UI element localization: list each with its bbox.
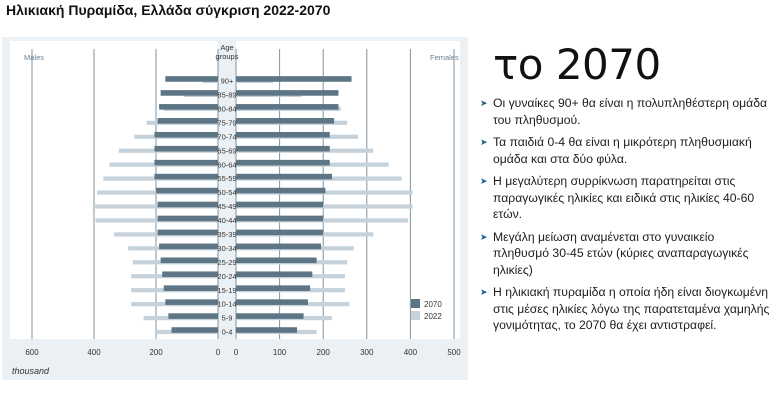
bar-2070-female — [236, 216, 323, 222]
age-group-label: 90+ — [220, 76, 234, 86]
age-group-label: 75-79 — [217, 118, 237, 128]
bar-2070-female — [236, 76, 352, 82]
male-tick-label: 200 — [149, 348, 163, 357]
female-tick-label: 100 — [272, 348, 287, 357]
age-group-label: 30-34 — [217, 243, 237, 253]
bar-2070-male — [165, 76, 218, 82]
bar-2070-male — [154, 146, 218, 152]
bullet-item — [477, 134, 773, 167]
bar-2070-male — [172, 327, 219, 333]
bar-2070-female — [236, 299, 308, 305]
bar-2070-male — [158, 216, 218, 222]
bar-2070-female — [236, 132, 330, 138]
bar-2070-male — [156, 188, 218, 194]
male-tick-label: 400 — [87, 348, 101, 357]
bar-2070-male — [161, 90, 218, 96]
bar-2070-male — [162, 271, 218, 277]
age-group-label: 50-54 — [217, 188, 237, 198]
bullet-item — [477, 229, 773, 279]
bar-2070-female — [236, 313, 304, 319]
arrow-bullet-icon: ➤ — [480, 176, 488, 186]
bar-2070-female — [236, 146, 330, 152]
bar-2070-female — [236, 285, 310, 291]
bar-2070-female — [236, 174, 332, 180]
bar-2070-female — [236, 104, 338, 110]
bar-2070-female — [236, 90, 338, 96]
age-group-label: 20-24 — [217, 271, 237, 281]
population-pyramid-chart — [2, 37, 468, 380]
male-tick-label: 0 — [215, 348, 221, 357]
age-group-label: 70-74 — [217, 132, 237, 142]
female-tick-label: 400 — [403, 348, 418, 357]
age-group-label: 40-44 — [217, 216, 237, 226]
bar-2070-male — [154, 174, 218, 180]
female-tick-label: 0 — [233, 348, 239, 357]
female-tick-label: 200 — [316, 348, 330, 357]
arrow-bullet-icon: ➤ — [480, 98, 488, 108]
bar-2070-male — [159, 104, 218, 110]
age-group-label: 15-19 — [217, 285, 237, 295]
bar-2070-female — [236, 244, 321, 250]
female-tick-label: 500 — [447, 348, 461, 357]
age-group-label: 85-89 — [217, 90, 237, 100]
bar-2070-male — [154, 160, 218, 166]
bar-2070-male — [165, 299, 218, 305]
bar-2070-male — [158, 230, 218, 236]
bar-2070-female — [236, 230, 323, 236]
bullet-list — [477, 95, 773, 340]
legend-label-2022: 2022 — [424, 312, 442, 321]
age-group-label: 35-39 — [217, 229, 237, 239]
axis-unit-label: thousand — [12, 366, 50, 376]
legend-swatch-2070 — [411, 299, 420, 308]
bar-2070-female — [236, 202, 323, 208]
bullet-item — [477, 173, 773, 223]
age-group-label: 60-64 — [217, 160, 237, 170]
bullet-item — [477, 284, 773, 334]
legend-label-2070: 2070 — [424, 300, 442, 309]
bullet-text: Οι γυναίκες 90+ θα είναι η πολυπληθέστερη ομάδα του πληθυσμού. — [493, 96, 768, 127]
pyramid-svg — [2, 37, 468, 380]
age-group-label: 5-9 — [221, 313, 233, 323]
age-group-label: 10-14 — [217, 299, 237, 309]
bar-2070-female — [236, 118, 334, 124]
bullet-item — [477, 95, 773, 128]
age-group-label: 45-49 — [217, 202, 237, 212]
bar-2070-male — [161, 257, 218, 263]
section-heading: το 2070 — [493, 40, 661, 89]
arrow-bullet-icon: ➤ — [480, 137, 488, 147]
age-group-label: 80-84 — [217, 104, 237, 114]
bar-2070-male — [154, 132, 218, 138]
bar-2070-female — [236, 271, 312, 277]
age-header-line1: Age — [220, 43, 234, 52]
bar-2070-female — [236, 188, 325, 194]
bullet-text: Η μεγαλύτερη συρρίκνωση παρατηρείται στις παραγωγικές ηλικίες και ειδικά στις ηλικίες 40-60 ετών. — [493, 174, 755, 221]
bar-2070-male — [159, 244, 218, 250]
females-label: Females — [430, 53, 459, 62]
bullet-text: Τα παιδιά 0-4 θα είναι η μικρότερη πληθυσμιακή ομάδα και στα δύο φύλα. — [493, 135, 752, 166]
age-group-label: 55-59 — [217, 174, 237, 184]
bar-2070-female — [236, 327, 297, 333]
bar-2070-male — [158, 118, 218, 124]
slide-title: Ηλικιακή Πυραμίδα, Ελλάδα σύγκριση 2022-2070 — [6, 2, 331, 18]
bar-2070-male — [158, 202, 218, 208]
female-tick-label: 300 — [360, 348, 374, 357]
age-group-label: 65-69 — [217, 146, 237, 156]
bar-2070-male — [168, 313, 218, 319]
male-tick-label: 600 — [25, 348, 39, 357]
bullet-text: Η ηλικιακή πυραμίδα η οποία ήδη είναι διογκωμένη στις μέσες ηλικίες λόγω της παρατεταμένα χαμηλής γονιμότητας, το 2070 θα έχει αντιστραφεί. — [493, 285, 770, 332]
bar-2070-male — [164, 285, 218, 291]
bar-2070-female — [236, 160, 330, 166]
age-group-label: 25-29 — [217, 257, 237, 267]
bar-2070-female — [236, 257, 317, 263]
arrow-bullet-icon: ➤ — [480, 231, 488, 242]
age-header-line2: groups — [215, 52, 239, 61]
arrow-bullet-icon: ➤ — [480, 287, 488, 297]
males-label: Males — [24, 53, 45, 62]
legend-swatch-2022 — [411, 311, 420, 320]
age-group-label: 0-4 — [221, 327, 233, 337]
bullet-text: Μεγάλη μείωση αναμένεται στο γυναικείο πληθυσμό 30-45 ετών (κύριες αναπαραγωγικές ηλικίες) — [493, 229, 749, 277]
